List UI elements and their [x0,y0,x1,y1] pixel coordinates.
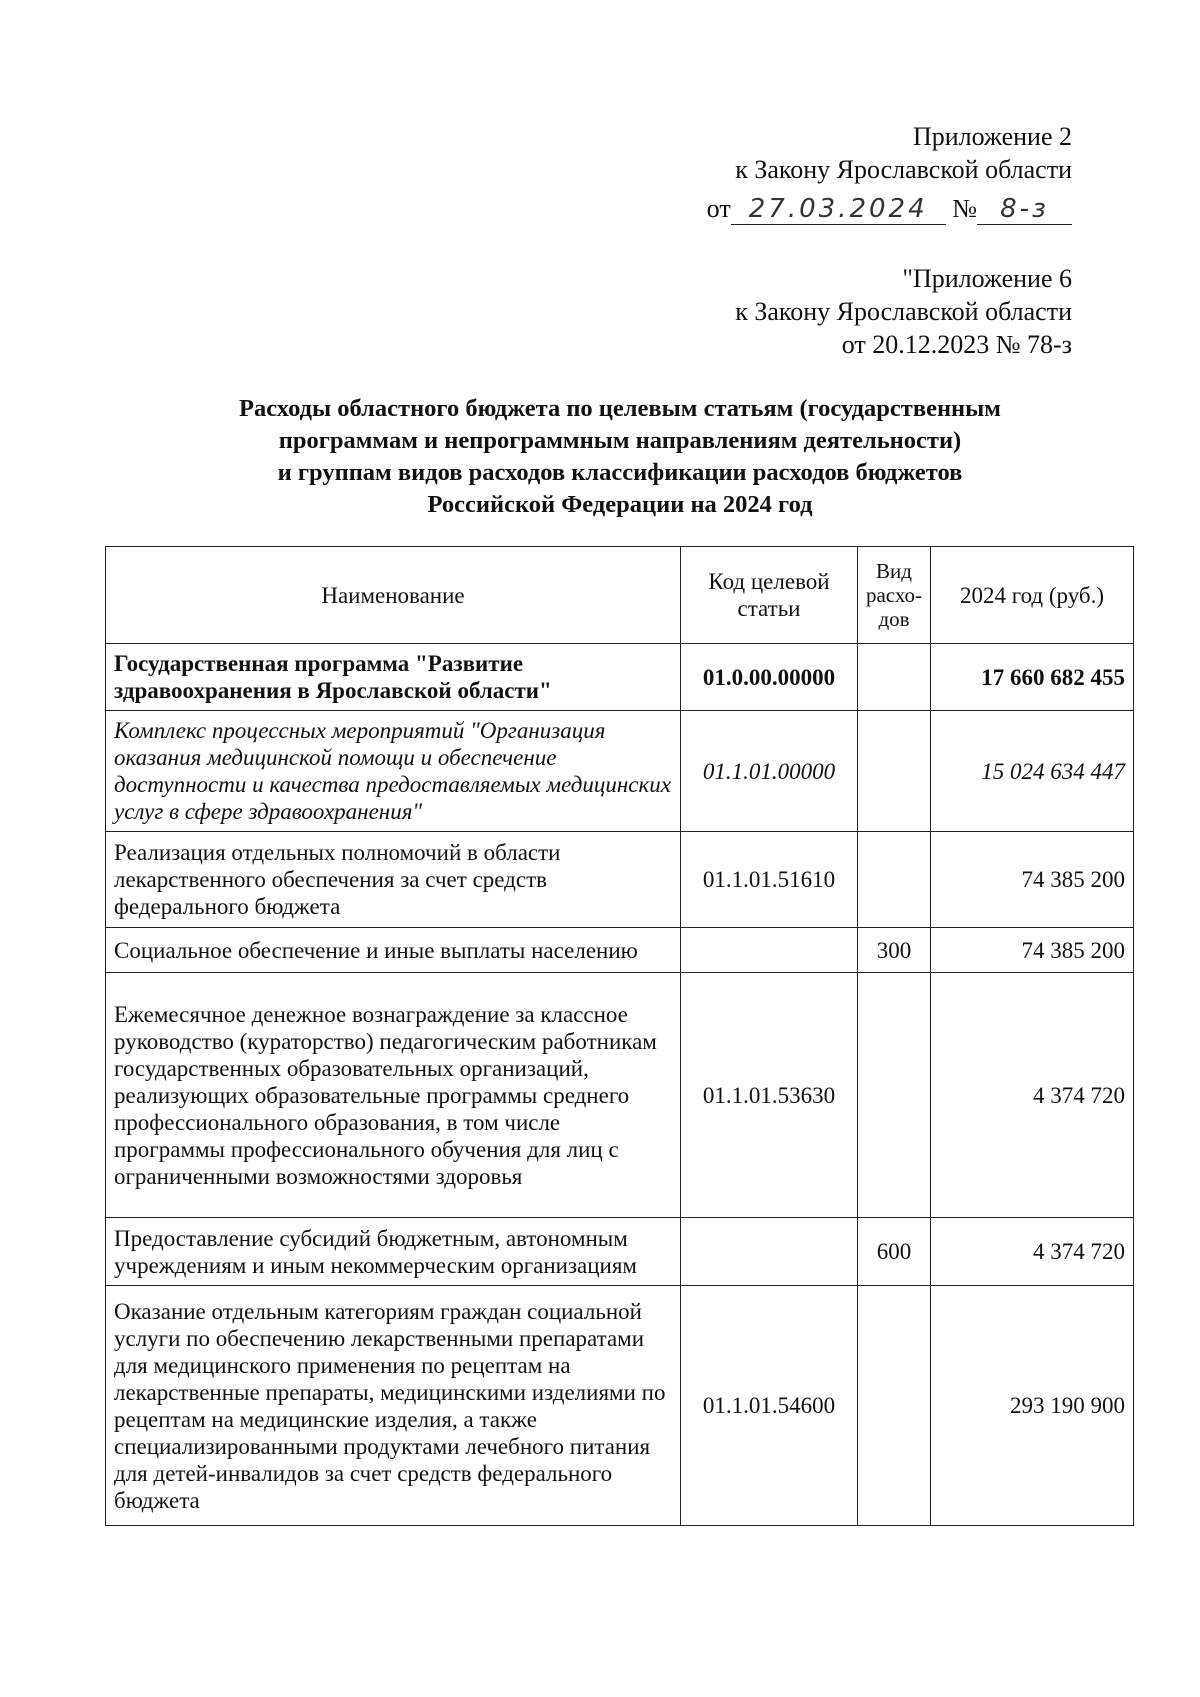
row-type: 600 [858,1218,931,1286]
row-type [858,1286,931,1526]
appendix-label: Приложение 2 [912,122,1072,151]
prev-appendix-label: "Приложение 6 [902,264,1072,293]
table-row [106,711,1134,832]
row-sum: 4 374 720 [931,1218,1134,1286]
law-reference: к Закону Ярославской области [735,155,1072,184]
row-sum: 15 024 634 447 [931,711,1134,832]
document-title [100,393,1140,521]
table-header-row [106,547,1134,644]
title-line: и группам видов расходов классификации расходов бюджетов [277,459,963,486]
row-name: Комплекс процессных мероприятий "Организация оказания медицинской помощи и обеспечение доступности и качества предоставляемых медицинских услуг в сфере здравоохранения" [106,711,681,832]
row-code [681,1218,858,1286]
title-line: Российской Федерации на 2024 год [427,491,813,518]
row-name: Ежемесячное денежное вознаграждение за классное руководство (кураторство) педагогическим работникам государственных образовательных организаций, реализующих образовательные программы среднего профессионального образования, в том числе программы профессионального обучения для лиц с ограниченными возможностями здоровья [106,973,681,1218]
header-code: Код целевой статьи [681,547,858,644]
table-row [106,1218,1134,1286]
title-line: программам и непрограммным направлениям деятельности) [278,427,962,454]
row-code: 01.1.01.54600 [681,1286,858,1526]
row-name: Оказание отдельным категориям граждан социальной услуги по обеспечению лекарственными препаратами для медицинского применения по рецептам на лекарственные препараты, медицинскими изделиями по рецептам на медицинские изделия, а также специализированными продуктами лечебного питания для детей-инвалидов за счет средств федерального бюджета [106,1286,681,1526]
row-name: Предоставление субсидий бюджетным, автономным учреждениям и иным некоммерческим организациям [106,1218,681,1286]
row-code: 01.0.00.00000 [681,644,858,711]
row-type: 300 [858,928,931,973]
row-code: 01.1.01.00000 [681,711,858,832]
row-code: 01.1.01.51610 [681,832,858,928]
date-prefix: от [706,194,731,223]
prev-law-date: от 20.12.2023 № 78-з [841,330,1072,359]
header-type: Вид расхо-дов [858,547,931,644]
row-type [858,832,931,928]
row-sum: 17 660 682 455 [931,644,1134,711]
row-sum: 293 190 900 [931,1286,1134,1526]
table-row [106,832,1134,928]
row-name: Социальное обеспечение и иные выплаты населению [106,928,681,973]
table-row [106,928,1134,973]
handwritten-number: 8-з [977,194,1072,225]
law-date-number-line [707,192,1072,225]
prev-law-reference: к Закону Ярославской области [735,297,1072,326]
table-row [106,1286,1134,1526]
budget-table [105,546,1134,1526]
number-prefix: № [952,194,977,223]
appendix-header [707,120,1072,225]
row-code: 01.1.01.53630 [681,973,858,1218]
row-name: Государственная программа "Развитие здравоохранения в Ярославской области" [106,644,681,711]
row-sum: 74 385 200 [931,832,1134,928]
row-sum: 74 385 200 [931,928,1134,973]
header-sum: 2024 год (руб.) [931,547,1134,644]
header-name: Наименование [106,547,681,644]
row-code [681,928,858,973]
row-sum: 4 374 720 [931,973,1134,1218]
table-row [106,644,1134,711]
handwritten-date: 27.03.2024 [731,194,946,225]
row-type [858,644,931,711]
previous-appendix-header [735,262,1072,361]
row-type [858,711,931,832]
row-name: Реализация отдельных полномочий в области лекарственного обеспечения за счет средств федерального бюджета [106,832,681,928]
table-row [106,973,1134,1218]
row-type [858,973,931,1218]
title-line: Расходы областного бюджета по целевым статьям (государственным [239,395,1001,422]
